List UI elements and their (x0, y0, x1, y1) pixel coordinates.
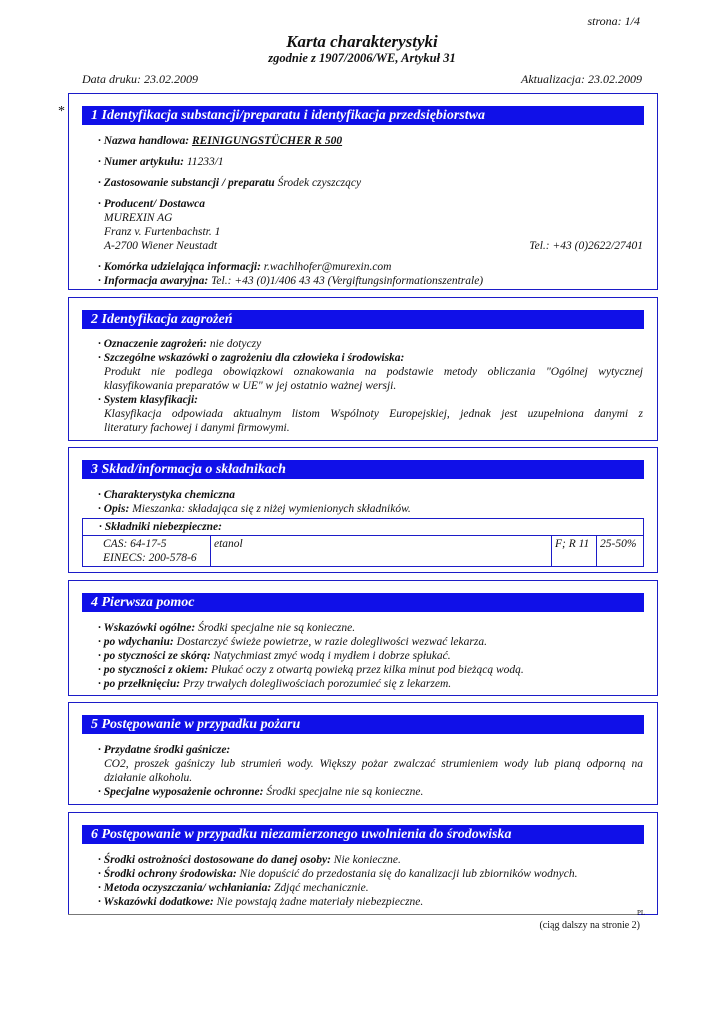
component-name: etanol (211, 536, 552, 567)
person-value: Nie konieczne. (333, 854, 401, 866)
language-code: PL (637, 909, 646, 917)
section-1 (68, 93, 658, 290)
section-1-body (98, 134, 643, 288)
special-text-1: Produkt nie podlega obowiązkowi oznakowania na podstawie metody obliczania "Ogólnej wytycznej (104, 366, 643, 378)
emergency-value: Tel.: +43 (0)1/406 43 43 (Vergiftungsinformationszentrale) (211, 275, 484, 287)
trade-name-label: · Nazwa handlowa: (98, 135, 190, 147)
person-label: · Środki ostrożności dostosowane do danej osoby: (98, 854, 331, 866)
info-email: r.wachlhofer@murexin.com (263, 261, 392, 273)
components-block (82, 518, 644, 567)
special-text-2: klasyfikowania preparatów w UE" w jej ostatnio ważnej wersji. (104, 380, 397, 392)
eye-value: Płukać oczy z otwartą powieką przez kilka minut pod bieżącą wodą. (211, 664, 524, 676)
emergency-label: · Informacja awaryjna: (98, 275, 209, 287)
inhale-label: · po wdychaniu: (98, 636, 174, 648)
swallow-value: Przy trwałych dolegliwościach porozumieć się z lekarzem. (182, 678, 452, 690)
company-city: A-2700 Wiener Neustadt (104, 240, 218, 252)
company-street: Franz v. Furtenbachstr. 1 (104, 226, 221, 238)
emergency-row (98, 274, 643, 288)
components-table (82, 518, 644, 567)
environment-label: · Środki ochrony środowiska: (98, 868, 237, 880)
equipment-value: Środki specjalne nie są konieczne. (266, 786, 424, 798)
environment-row (98, 867, 643, 881)
revision-mark: * (58, 104, 65, 119)
equipment-label: · Specjalne wyposażenie ochronne: (98, 786, 264, 798)
trade-name-value: REINIGUNGSTÜCHER R 500 (191, 135, 343, 147)
section-6 (68, 812, 658, 915)
inhale-row (98, 635, 643, 649)
article-row (98, 155, 643, 169)
system-text-2: literatury fachowej i danymi firmowymi. (104, 422, 290, 434)
section-4-body (98, 621, 643, 691)
section-5 (68, 702, 658, 805)
component-concentration: 25-50% (597, 536, 644, 567)
description-label: · Opis: (98, 503, 130, 515)
section-5-title: 5 Postępowanie w przypadku pożaru (82, 715, 644, 734)
trade-name-row (98, 134, 643, 148)
section-6-title: 6 Postępowanie w przypadku niezamierzonego uwolnienia do środowiska (82, 825, 644, 844)
hazard-label: · Oznaczenie zagrożeń: (98, 338, 207, 350)
eye-label: · po styczności z okiem: (98, 664, 209, 676)
general-row (98, 621, 643, 635)
footer-divider (68, 914, 638, 915)
environment-value: Nie dopuścić do przedostania się do kanalizacji lub zbiorników wodnych. (239, 868, 578, 880)
article-value: 11233/1 (186, 156, 224, 168)
special-label: · Szczególne wskazówki o zagrożeniu dla człowieka i środowiska: (98, 352, 405, 364)
section-4 (68, 580, 658, 696)
company-city-row (98, 239, 643, 253)
chemical-characteristic-label: · Charakterystyka chemiczna (98, 489, 236, 501)
inhale-value: Dostarczyć świeże powietrze, w razie dolegliwości wezwać lekarza. (176, 636, 487, 648)
section-2-body (98, 337, 643, 435)
print-date: Data druku: 23.02.2009 (82, 72, 198, 86)
use-label: · Zastosowanie substancji / preparatu (98, 177, 275, 189)
use-row (98, 176, 643, 190)
additional-row (98, 895, 643, 909)
continued-note: (ciąg dalszy na stronie 2) (539, 920, 640, 931)
hazard-row (98, 337, 643, 351)
system-text-1: Klasyfikacja odpowiada aktualnym listom Wspólnoty Europejskiej, jednak jest uzupełniona danymi z (104, 408, 643, 420)
general-label: · Wskazówki ogólne: (98, 622, 196, 634)
skin-label: · po styczności ze skórą: (98, 650, 211, 662)
company-name: MUREXIN AG (104, 212, 173, 224)
document-title: Karta charakterystyki (286, 32, 438, 51)
section-4-title: 4 Pierwsza pomoc (82, 593, 644, 612)
section-3-body (98, 488, 643, 516)
dangerous-components-label: · Składniki niebezpieczne: (83, 519, 644, 536)
components-header-row (83, 519, 644, 536)
update-date: Aktualizacja: 23.02.2009 (521, 72, 642, 86)
page-number: strona: 1/4 (587, 14, 640, 28)
article-label: · Numer artykułu: (98, 156, 184, 168)
section-3 (68, 447, 658, 573)
section-6-body (98, 853, 643, 909)
additional-label: · Wskazówki dodatkowe: (98, 896, 214, 908)
component-cas: CAS: 64-17-5 (103, 538, 167, 550)
section-2 (68, 297, 658, 441)
hazard-value: nie dotyczy (209, 338, 262, 350)
general-value: Środki specjalne nie są konieczne. (198, 622, 356, 634)
skin-value: Natychmiast zmyć wodą i mydłem i dobrze spłukać. (213, 650, 451, 662)
use-value: Środek czyszczący (277, 177, 362, 189)
system-label: · System klasyfikacji: (98, 394, 198, 406)
description-row (98, 502, 643, 516)
cleaning-label: · Metoda oczyszczania/ wchłaniania: (98, 882, 272, 894)
additional-value: Nie powstają żadne materiały niebezpieczne. (216, 896, 424, 908)
eye-row (98, 663, 643, 677)
extinguishing-text-1: CO2, proszek gaśniczy lub strumień wody. Większy pożar zwalczać strumieniem wody lub pianą odporną na (104, 758, 643, 770)
description-value: Mieszanka: składająca się z niżej wymienionych składników. (132, 503, 411, 515)
swallow-label: · po przełknięciu: (98, 678, 181, 690)
section-3-title: 3 Skład/informacja o składnikach (82, 460, 644, 479)
extinguishing-text-2: działanie alkoholu. (104, 772, 193, 784)
extinguishing-label: · Przydatne środki gaśnicze: (98, 744, 231, 756)
section-2-title: 2 Identyfikacja zagrożeń (82, 310, 644, 329)
cleaning-row (98, 881, 643, 895)
section-1-title: 1 Identyfikacja substancji/preparatu i identyfikacja przedsiębiorstwa (82, 106, 644, 125)
component-einecs: EINECS: 200-578-6 (103, 552, 197, 564)
component-ids (83, 536, 211, 567)
info-row (98, 260, 643, 274)
person-row (98, 853, 643, 867)
info-label: · Komórka udzielająca informacji: (98, 261, 261, 273)
component-classification: F; R 11 (552, 536, 597, 567)
document-subtitle: zgodnie z 1907/2006/WE, Artykuł 31 (268, 51, 456, 65)
component-row (83, 536, 644, 567)
cleaning-value: Zdjąć mechanicznie. (274, 882, 369, 894)
company-tel: Tel.: +43 (0)2622/27401 (529, 240, 643, 252)
section-5-body (98, 743, 643, 799)
swallow-row (98, 677, 643, 691)
skin-row (98, 649, 643, 663)
equipment-row (98, 785, 643, 799)
producer-label: · Producent/ Dostawca (98, 198, 206, 210)
